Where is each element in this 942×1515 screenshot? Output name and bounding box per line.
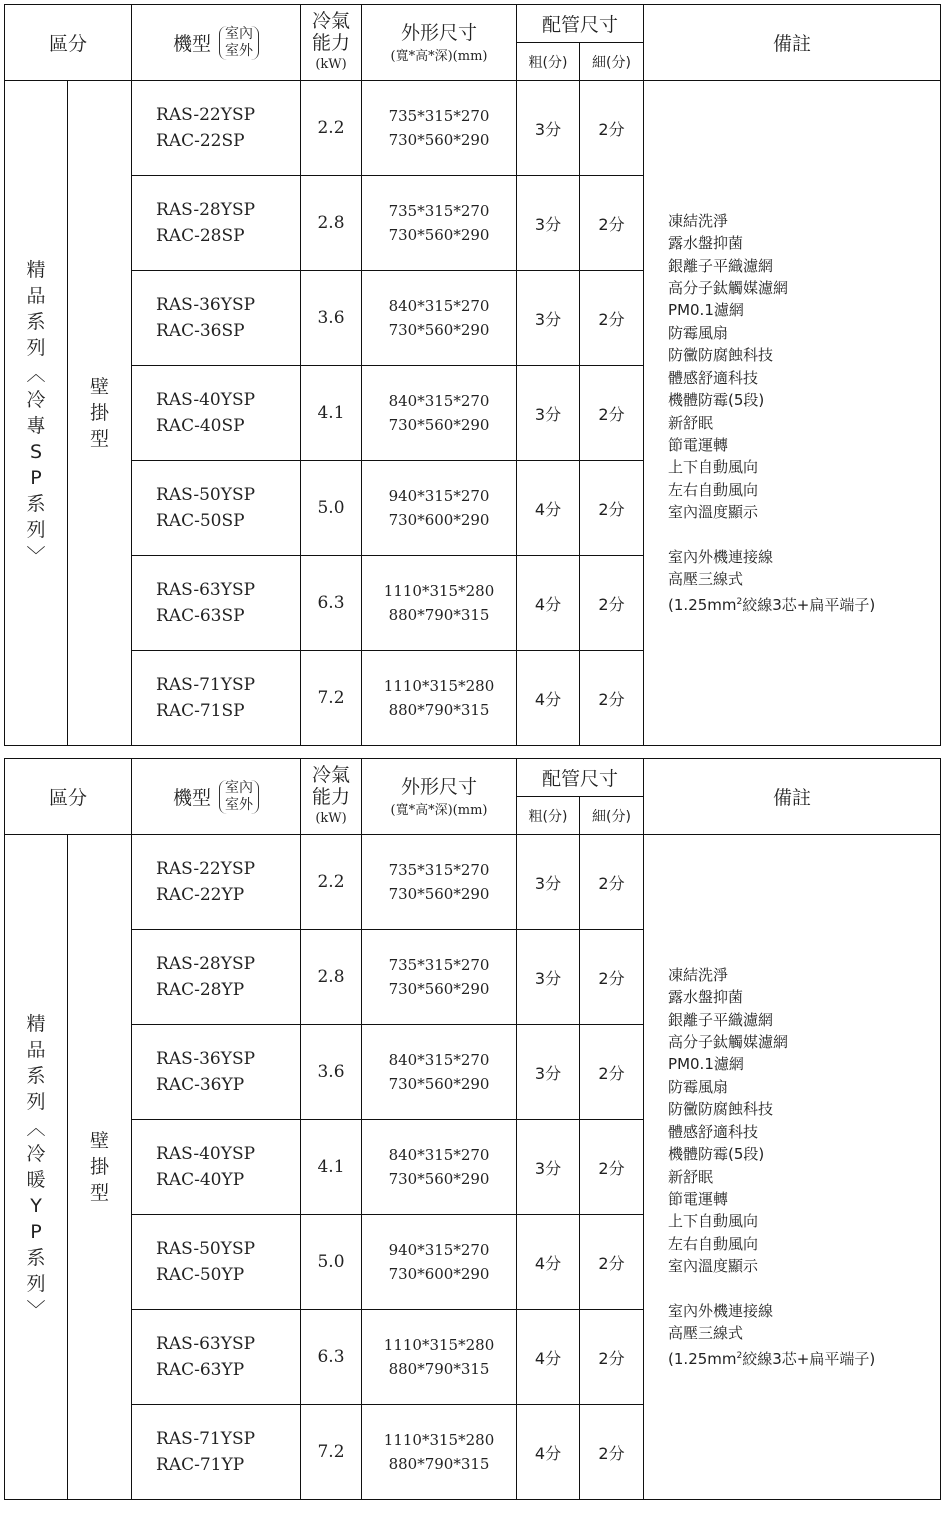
pipe-thin-cell: 2分 — [580, 1215, 644, 1310]
indoor-model: RAS-28YSP — [156, 954, 256, 974]
indoor-outdoor-bracket — [219, 26, 259, 60]
pipe-header: 配管尺寸 — [517, 759, 644, 797]
outdoor-model: RAC-63YP — [156, 1360, 245, 1380]
dimension-cell — [362, 366, 517, 461]
pipe-thick-cell: 3分 — [517, 81, 580, 176]
note-line: 節電運轉 — [668, 1189, 729, 1208]
series-char: 列 — [26, 1091, 46, 1113]
dimension-cell — [362, 271, 517, 366]
outdoor-dimension: 730*560*290 — [388, 885, 490, 903]
pipe-thick-cell: 3分 — [517, 1025, 580, 1120]
type-cell — [68, 835, 132, 1500]
pipe-thin-cell: 2分 — [580, 81, 644, 176]
dimension-cell — [362, 176, 517, 271]
note-line: 室內外機連接線 — [668, 547, 774, 566]
note-line: 銀離子平織濾網 — [668, 256, 774, 275]
note-line: PM0.1濾網 — [668, 1055, 744, 1074]
note-line: 防黴防腐蝕科技 — [668, 346, 774, 365]
type-cell — [68, 81, 132, 746]
note-line: PM0.1濾網 — [668, 301, 744, 320]
indoor-dimension: 840*315*270 — [388, 297, 490, 315]
capacity-cell: 5.0 — [301, 1215, 362, 1310]
capacity-header-line1: 冷氣 — [312, 9, 351, 32]
outdoor-model: RAC-63SP — [156, 606, 245, 626]
note-line: 防黴防腐蝕科技 — [668, 1100, 774, 1119]
pipe-thick-header: 粗(分) — [517, 43, 580, 81]
capacity-cell: 7.2 — [301, 651, 362, 746]
pipe-thin-cell: 2分 — [580, 176, 644, 271]
series-char: ︿ — [26, 363, 46, 385]
pipe-thick-cell: 4分 — [517, 556, 580, 651]
note-line — [668, 524, 940, 546]
header-row — [5, 759, 941, 797]
series-char: 冷 — [26, 1143, 46, 1165]
series-cell — [5, 835, 68, 1500]
capacity-cell: 3.6 — [301, 1025, 362, 1120]
note-wire-sup: 2 — [736, 1350, 743, 1361]
model-cell — [132, 1215, 301, 1310]
pipe-thin-cell: 2分 — [580, 366, 644, 461]
indoor-model: RAS-63YSP — [156, 580, 256, 600]
indoor-model: RAS-63YSP — [156, 1334, 256, 1354]
series-char: 系 — [26, 493, 46, 515]
note-line — [668, 591, 940, 616]
series-char: ﹀ — [26, 545, 46, 567]
note-line: 凍結洗淨 — [668, 211, 729, 230]
indoor-model: RAS-71YSP — [156, 1429, 256, 1449]
series-char: 系 — [26, 1065, 46, 1087]
note-line: 新舒眠 — [668, 1167, 714, 1186]
series-char: P — [30, 467, 42, 489]
dimension-unit: (寬*高*深)(mm) — [390, 49, 488, 64]
note-line: 左右自動風向 — [668, 480, 759, 499]
dimension-unit: (寬*高*深)(mm) — [390, 803, 488, 818]
indoor-dimension: 940*315*270 — [388, 1241, 490, 1259]
indoor-label: 室內 — [225, 25, 254, 42]
indoor-dimension: 735*315*270 — [388, 861, 490, 879]
series-char: 精 — [26, 1013, 46, 1035]
note-wire-post: 絞線3芯+扁平端子) — [742, 1349, 876, 1368]
dimension-title: 外形尺寸 — [401, 22, 478, 44]
pipe-thin-header: 細(分) — [580, 797, 644, 835]
pipe-thin-cell: 2分 — [580, 1120, 644, 1215]
note-line: 上下自動風向 — [668, 458, 759, 477]
note-wire-post: 絞線3芯+扁平端子) — [742, 595, 876, 614]
notes-header: 備註 — [644, 5, 941, 81]
series-char: P — [30, 1221, 42, 1243]
series-char: 系 — [26, 311, 46, 333]
indoor-dimension: 735*315*270 — [388, 107, 490, 125]
outdoor-model: RAC-28SP — [156, 226, 245, 246]
series-char: ﹀ — [26, 1299, 46, 1321]
notes-cell — [644, 835, 941, 1500]
pipe-thick-cell: 3分 — [517, 271, 580, 366]
model-label: 機型 — [173, 787, 212, 809]
dimension-cell — [362, 81, 517, 176]
dimension-cell — [362, 835, 517, 930]
dimension-cell — [362, 1215, 517, 1310]
pipe-thick-cell: 3分 — [517, 176, 580, 271]
model-cell — [132, 1310, 301, 1405]
capacity-unit: (kW) — [315, 810, 347, 826]
capacity-cell: 2.2 — [301, 81, 362, 176]
outdoor-model: RAC-28YP — [156, 980, 245, 1000]
note-line: 體感舒適科技 — [668, 368, 759, 387]
outdoor-dimension: 730*560*290 — [388, 131, 490, 149]
model-header — [132, 759, 301, 835]
note-line: 左右自動風向 — [668, 1234, 759, 1253]
note-line: 銀離子平織濾網 — [668, 1010, 774, 1029]
outdoor-label: 室外 — [225, 42, 254, 59]
indoor-model: RAS-50YSP — [156, 485, 256, 505]
indoor-dimension: 840*315*270 — [388, 1146, 490, 1164]
outdoor-dimension: 730*560*290 — [388, 416, 490, 434]
outdoor-model: RAC-50YP — [156, 1265, 245, 1285]
indoor-model: RAS-22YSP — [156, 105, 256, 125]
indoor-model: RAS-22YSP — [156, 859, 256, 879]
indoor-label: 室內 — [225, 779, 254, 796]
pipe-thick-cell: 4分 — [517, 461, 580, 556]
note-line: 高分子鈦觸媒濾網 — [668, 1033, 789, 1052]
indoor-dimension: 840*315*270 — [388, 1051, 490, 1069]
pipe-thin-cell: 2分 — [580, 835, 644, 930]
capacity-cell: 7.2 — [301, 1405, 362, 1500]
note-line: 高分子鈦觸媒濾網 — [668, 279, 789, 298]
model-cell — [132, 1025, 301, 1120]
note-line: 室內溫度顯示 — [668, 1257, 759, 1276]
series-char: 精 — [26, 259, 46, 281]
capacity-header-line1: 冷氣 — [312, 763, 351, 786]
dimension-header — [362, 5, 517, 81]
outdoor-dimension: 880*790*315 — [388, 1455, 490, 1473]
capacity-cell: 3.6 — [301, 271, 362, 366]
note-line: 防霉風扇 — [668, 323, 729, 342]
zone-header: 區分 — [5, 759, 132, 835]
pipe-thick-cell: 4分 — [517, 651, 580, 746]
outdoor-dimension: 730*560*290 — [388, 321, 490, 339]
pipe-thick-cell: 4分 — [517, 1215, 580, 1310]
model-cell — [132, 176, 301, 271]
type-char: 壁 — [90, 1130, 110, 1152]
model-header — [132, 5, 301, 81]
pipe-thin-header: 細(分) — [580, 43, 644, 81]
series-char: Y — [30, 1195, 42, 1217]
spec-table-sp — [4, 4, 941, 746]
model-cell — [132, 930, 301, 1025]
pipe-thin-cell: 2分 — [580, 651, 644, 746]
pipe-thick-header: 粗(分) — [517, 797, 580, 835]
outdoor-model: RAC-22SP — [156, 131, 245, 151]
pipe-thick-cell: 3分 — [517, 1120, 580, 1215]
outdoor-dimension: 730*560*290 — [388, 1170, 490, 1188]
outdoor-model: RAC-71SP — [156, 701, 245, 721]
note-line: 體感舒適科技 — [668, 1122, 759, 1141]
pipe-thin-cell: 2分 — [580, 930, 644, 1025]
model-cell — [132, 271, 301, 366]
outdoor-model: RAC-40SP — [156, 416, 245, 436]
dimension-title: 外形尺寸 — [401, 776, 478, 798]
outdoor-model: RAC-36YP — [156, 1075, 245, 1095]
capacity-header — [301, 5, 362, 81]
pipe-thin-cell: 2分 — [580, 1405, 644, 1500]
capacity-header — [301, 759, 362, 835]
spec-table-yp — [4, 758, 941, 1500]
note-line: 新舒眠 — [668, 413, 714, 432]
outdoor-dimension: 730*600*290 — [388, 1265, 490, 1283]
pipe-thick-cell: 3分 — [517, 930, 580, 1025]
indoor-model: RAS-28YSP — [156, 200, 256, 220]
dimension-cell — [362, 1025, 517, 1120]
note-line: 防霉風扇 — [668, 1077, 729, 1096]
model-cell — [132, 366, 301, 461]
model-cell — [132, 461, 301, 556]
outdoor-dimension: 730*560*290 — [388, 1075, 490, 1093]
indoor-model: RAS-50YSP — [156, 1239, 256, 1259]
note-line: 節電運轉 — [668, 435, 729, 454]
series-cell — [5, 81, 68, 746]
capacity-cell: 4.1 — [301, 1120, 362, 1215]
notes-header: 備註 — [644, 759, 941, 835]
note-line: 凍結洗淨 — [668, 965, 729, 984]
type-char: 掛 — [90, 402, 110, 424]
capacity-cell: 2.8 — [301, 176, 362, 271]
note-line: 高壓三線式 — [668, 570, 744, 589]
table-row — [5, 81, 941, 176]
series-char: 列 — [26, 519, 46, 541]
capacity-cell: 4.1 — [301, 366, 362, 461]
series-char: 專 — [26, 415, 46, 437]
capacity-cell: 2.8 — [301, 930, 362, 1025]
indoor-dimension: 735*315*270 — [388, 956, 490, 974]
model-cell — [132, 651, 301, 746]
type-char: 壁 — [90, 376, 110, 398]
indoor-model: RAS-40YSP — [156, 390, 256, 410]
model-cell — [132, 1405, 301, 1500]
note-line — [668, 1278, 940, 1300]
table-row — [5, 835, 941, 930]
outdoor-model: RAC-22YP — [156, 885, 245, 905]
dimension-cell — [362, 1120, 517, 1215]
indoor-dimension: 940*315*270 — [388, 487, 490, 505]
capacity-cell: 6.3 — [301, 1310, 362, 1405]
indoor-dimension: 1110*315*280 — [383, 582, 495, 600]
indoor-dimension: 1110*315*280 — [383, 677, 495, 695]
type-char: 型 — [90, 1182, 110, 1204]
series-char: S — [29, 441, 43, 463]
note-wire-pre: (1.25mm — [668, 1349, 737, 1368]
note-wire-pre: (1.25mm — [668, 595, 737, 614]
indoor-dimension: 1110*315*280 — [383, 1431, 495, 1449]
dimension-cell — [362, 556, 517, 651]
model-cell — [132, 556, 301, 651]
model-cell — [132, 81, 301, 176]
outdoor-dimension: 730*560*290 — [388, 226, 490, 244]
zone-header: 區分 — [5, 5, 132, 81]
outdoor-model: RAC-71YP — [156, 1455, 245, 1475]
dimension-cell — [362, 651, 517, 746]
series-char: 暖 — [26, 1169, 46, 1191]
indoor-dimension: 840*315*270 — [388, 392, 490, 410]
outdoor-model: RAC-36SP — [156, 321, 245, 341]
pipe-header: 配管尺寸 — [517, 5, 644, 43]
note-line: 上下自動風向 — [668, 1212, 759, 1231]
indoor-dimension: 735*315*270 — [388, 202, 490, 220]
capacity-unit: (kW) — [315, 56, 347, 72]
note-line: 室內溫度顯示 — [668, 503, 759, 522]
dimension-cell — [362, 461, 517, 556]
outdoor-dimension: 880*790*315 — [388, 606, 490, 624]
outdoor-dimension: 730*560*290 — [388, 980, 490, 998]
capacity-header-line2: 能力 — [312, 785, 351, 808]
pipe-thin-cell: 2分 — [580, 271, 644, 366]
series-char: 品 — [26, 285, 46, 307]
note-line: 露水盤抑菌 — [668, 234, 744, 253]
indoor-model: RAS-36YSP — [156, 1049, 256, 1069]
note-line: 機體防霉(5段) — [668, 391, 765, 410]
outdoor-model: RAC-40YP — [156, 1170, 245, 1190]
indoor-model: RAS-36YSP — [156, 295, 256, 315]
model-cell — [132, 835, 301, 930]
dimension-cell — [362, 1310, 517, 1405]
note-line: 機體防霉(5段) — [668, 1145, 765, 1164]
dimension-cell — [362, 1405, 517, 1500]
outdoor-dimension: 730*600*290 — [388, 511, 490, 529]
series-char: 列 — [26, 1273, 46, 1295]
type-char: 掛 — [90, 1156, 110, 1178]
outdoor-dimension: 880*790*315 — [388, 701, 490, 719]
note-line — [668, 1345, 940, 1370]
series-char: 系 — [26, 1247, 46, 1269]
type-char: 型 — [90, 428, 110, 450]
pipe-thick-cell: 3分 — [517, 835, 580, 930]
indoor-outdoor-bracket — [219, 780, 259, 814]
model-label: 機型 — [173, 33, 212, 55]
series-char: ︿ — [26, 1117, 46, 1139]
pipe-thin-cell: 2分 — [580, 1310, 644, 1405]
capacity-cell: 6.3 — [301, 556, 362, 651]
indoor-dimension: 1110*315*280 — [383, 1336, 495, 1354]
dimension-cell — [362, 930, 517, 1025]
pipe-thin-cell: 2分 — [580, 1025, 644, 1120]
series-char: 冷 — [26, 389, 46, 411]
outdoor-dimension: 880*790*315 — [388, 1360, 490, 1378]
header-row — [5, 5, 941, 43]
note-wire-sup: 2 — [736, 596, 743, 607]
series-char: 列 — [26, 337, 46, 359]
note-line: 室內外機連接線 — [668, 1301, 774, 1320]
outdoor-label: 室外 — [225, 796, 254, 813]
dimension-header — [362, 759, 517, 835]
indoor-model: RAS-40YSP — [156, 1144, 256, 1164]
notes-cell — [644, 81, 941, 746]
pipe-thin-cell: 2分 — [580, 556, 644, 651]
capacity-cell: 5.0 — [301, 461, 362, 556]
note-line: 露水盤抑菌 — [668, 988, 744, 1007]
indoor-model: RAS-71YSP — [156, 675, 256, 695]
capacity-cell: 2.2 — [301, 835, 362, 930]
pipe-thin-cell: 2分 — [580, 461, 644, 556]
note-line: 高壓三線式 — [668, 1324, 744, 1343]
model-cell — [132, 1120, 301, 1215]
pipe-thick-cell: 4分 — [517, 1310, 580, 1405]
capacity-header-line2: 能力 — [312, 31, 351, 54]
series-char: 品 — [26, 1039, 46, 1061]
outdoor-model: RAC-50SP — [156, 511, 245, 531]
pipe-thick-cell: 3分 — [517, 366, 580, 461]
pipe-thick-cell: 4分 — [517, 1405, 580, 1500]
